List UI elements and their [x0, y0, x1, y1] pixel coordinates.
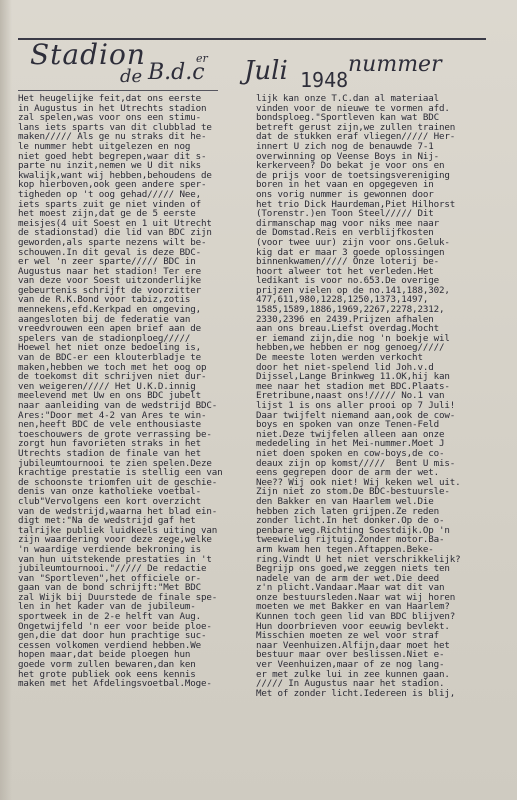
text-line: mee naar het stadion met BDC.Plaats- — [256, 381, 450, 392]
masthead-club: B.d.c — [148, 60, 205, 85]
text-line: Hun doorbrieven voor eeuwig bevlekt. — [256, 621, 450, 632]
text-line: penbare weg.Richting Soestdijk.Op 'n — [256, 525, 450, 536]
text-line: het moest zijn,dat ge de 5 eerste — [18, 209, 196, 219]
text-line: niet doen spoken en cow-boys,de co- — [256, 448, 445, 459]
text-line: nadele van de arm der wet.Die deed — [256, 573, 439, 584]
text-line: vinden voor de nieuwe te vormen afd. — [256, 103, 450, 114]
text-line: naar Veenhuizen.Alfijn,daar moet het — [256, 640, 450, 651]
text-line: arm kwam hen tegen.Aftappen.Beke- — [256, 544, 434, 555]
text-line: Het heugelijke feit,dat ons eerste — [18, 94, 201, 104]
text-line: Ongetwijfeld 'n eer voor beide ploe- — [18, 621, 212, 632]
text-line: dat de stukken eraf vliegen///// Her- — [256, 132, 456, 142]
text-line: De meeste loten werden verkocht — [256, 353, 423, 363]
text-line: van deze voor Soest uitzonderlijke — [18, 276, 201, 286]
text-line: krachtige prestatie is stellig een van — [18, 468, 223, 478]
text-line: van de R.K.Bond voor tabiz,zotis — [18, 295, 191, 306]
text-line: tigheden op 't oog gehad///// Nee, — [18, 189, 201, 200]
text-line: er wel 'n zeer sparte///// BDC in — [18, 257, 196, 267]
text-line: gaan van de bond schrijft:"Met BDC — [18, 583, 201, 593]
text-line: gen,die dat door hun prachtige suc- — [18, 631, 207, 641]
text-line: mennekens,efd.Kerkpad en omgeving, — [18, 305, 201, 315]
text-line: prijzen vielen op de no.141,188,302, — [256, 285, 450, 296]
text-line: 1585,1589,1886,1969,2267,2278,2312, — [256, 305, 445, 315]
text-line: onze bestuursleden.Naar wat wij horen — [256, 592, 456, 603]
text-line: lans iets sparts van dit clubblad te — [18, 122, 212, 133]
text-line: z'n plicht.Vandaar.Maar wat dit van — [256, 583, 445, 593]
text-line: betreft gerust zijn,we zullen trainen — [256, 122, 456, 133]
text-line: cessen volkomen verdiend hebben.We — [18, 640, 201, 651]
text-line: de prijs voor de toetsingsvereniging — [256, 170, 450, 181]
text-line: ven weigeren///// Het U.K.D.innig — [18, 381, 196, 392]
text-line: aan ons breau.Liefst overdag.Mocht — [256, 324, 439, 334]
text-line: het trio Dick Haurdeman,Piet Hilhorst — [256, 199, 456, 210]
masthead-club-suffix: er — [196, 52, 208, 65]
text-line: Zijn niet zo stom.De BDC-bestuursle- — [256, 487, 450, 497]
text-line: Daar twijfelt niemand aan,ook de cow- — [256, 410, 456, 421]
text-line: de toekomst dit schrijven niet dur- — [18, 372, 207, 382]
text-line: toeschouwers de grote verrassing be- — [18, 429, 212, 440]
masthead-month: Juli — [244, 56, 288, 86]
text-line: 477,611,980,1228,1250,1373,1497, — [256, 295, 429, 306]
text-line: Met of zonder licht.Iedereen is blij, — [256, 688, 456, 699]
right-text-column — [256, 94, 504, 698]
text-line: zal spelen,was voor ons een stimu- — [18, 113, 201, 123]
text-line: kig dat er maar 3 goede oplossingen — [256, 247, 445, 258]
text-line: Dijssel,Lange Brinkweg 11.OK,hij kan — [256, 372, 450, 382]
text-line: er iemand zijn,die nog 'n boekje wil — [256, 333, 450, 344]
text-line: zorgt hun favorieten straks in het — [18, 439, 201, 449]
text-line: ledikant is voor no.653.De overige — [256, 276, 439, 286]
masthead-year: 1948 — [300, 68, 349, 92]
text-line: hebben,we hebben er nog genoeg///// — [256, 343, 445, 354]
text-line: niet.Deze twijfelen alleen aan onze — [256, 429, 445, 440]
text-line: mededeling in het Mei-nummer.Moet J — [256, 439, 445, 449]
text-line: de stadionstad) die lid van BDC zijn — [18, 228, 212, 238]
text-line: meelevend met Uw en ons BDC jubelt — [18, 391, 201, 401]
text-line: van de BDC-er een klouterbladje te — [18, 353, 201, 363]
text-line: bestuur maar over beslissen.Niet e- — [256, 650, 445, 661]
text-line: hebben zich laten grijpen.Ze reden — [256, 506, 439, 517]
masthead-title: Stadion — [30, 38, 146, 71]
text-line: het grote publiek ook eens kennis — [18, 669, 196, 680]
text-line: kwalijk,want wij hebben,behoudens de — [18, 170, 212, 181]
text-line: Misschien moeten ze wel voor straf — [256, 631, 439, 641]
text-line: lijst 1 is ons aller prooi op 7 Juli! — [256, 401, 456, 411]
text-line: hoort alweer tot het verleden.Het — [256, 266, 434, 277]
text-line: club"Vervolgens een kort overzicht — [18, 496, 201, 507]
text-line: kop hierboven,ook geen andere sper- — [18, 180, 207, 190]
text-line: iets sparts zuit ge niet vinden of — [18, 199, 201, 210]
text-line: denis van onze katholieke voetbal- — [18, 487, 201, 497]
text-line: eens gegrepen door de arm der wet. — [256, 468, 439, 478]
text-line: maken met het Afdelingsvoetbal.Moge- — [18, 679, 212, 689]
text-line: van hun uitstekende prestaties in 't — [18, 554, 212, 565]
text-line: gebeurtenis schrijft de voorzitter — [18, 285, 201, 296]
text-line: le nummer hebt uitgelezen en nog — [18, 141, 191, 152]
text-line: de Domstad.Reis en verblijfkosten — [256, 228, 434, 238]
text-line: dirmanschap mag voor niks mee naar — [256, 218, 439, 229]
text-line: Eretribune,naast ons!///// No.1 van — [256, 391, 445, 401]
text-line: Augustus naar het stadion! Ter ere — [18, 266, 201, 277]
text-line: goede vorm zullen bewaren,dan ken — [18, 660, 196, 670]
text-line: geworden,als sparte nezens wilt be- — [18, 237, 207, 248]
text-line: tweewielig rijtuig.Zonder motor.Ba- — [256, 535, 445, 545]
text-line: hopen maar,dat beide ploegen hun — [18, 650, 191, 661]
text-line: den Bakker en van Haarlem wel.Die — [256, 496, 434, 507]
text-line: moeten we met Bakker en van Haarlem? — [256, 602, 450, 613]
text-line: aangesloten bij de federatie van — [18, 314, 191, 325]
masthead-nummer: nummer — [348, 52, 442, 77]
text-line: boren in het vaan en opgegeven in — [256, 180, 434, 190]
text-line: lijk kan onze T.C.dan al materiaal — [256, 94, 439, 104]
text-line: niet goed hebt begrepen,waar dit s- — [18, 151, 207, 162]
text-line: Nee?? Wij ook niet! Wij keken wel uit. — [256, 477, 461, 488]
masthead-de: de — [120, 66, 143, 87]
text-line: talrijke publiek luidkeels uiting van — [18, 525, 218, 536]
text-line: binnenkwamen///// Onze loterij be- — [256, 257, 439, 267]
text-line: ons vorig nummer is gewonnen door — [256, 189, 434, 200]
text-line: 'n waardige verdiende bekroning is — [18, 544, 201, 555]
text-line: in Augustus in het Utrechts stadion — [18, 103, 207, 114]
text-line: maken,hebben we toch met het oog op — [18, 362, 207, 373]
text-line: digt met:"Na de wedstrijd gaf het — [18, 516, 196, 526]
text-line: nen,heeft BDC de vele enthousiaste — [18, 420, 201, 430]
text-line: spelers van de stadionploeg///// — [18, 333, 191, 344]
text-line: parte nu inzit,nemen we U dit niks — [18, 161, 201, 171]
text-line: zal Wijk bij Duurstede de finale spe- — [18, 592, 218, 603]
text-line: (Torenstr.)en Toon Steel///// Dit — [256, 209, 434, 219]
text-line: zonder licht.In het donker.Op de o- — [256, 516, 445, 526]
text-line: Hoewel het niet onze bedoeling is, — [18, 343, 201, 354]
text-line: Ares:"Door met 4-2 van Ares te win- — [18, 410, 207, 421]
text-line: er met zulke lui in zee kunnen gaan. — [256, 669, 450, 680]
text-line: schouwen.In dit geval is deze BDC- — [18, 247, 201, 258]
text-line: 2330,2396 en 2439.Prijzen afhalen — [256, 314, 434, 325]
text-line: naar aanleiding van de wedstrijd BDC- — [18, 401, 218, 411]
text-line: meisjes(4 uit Soest en 1 uit Utrecht — [18, 218, 212, 229]
left-text-column — [18, 94, 248, 689]
text-line: deaux zijn op komst///// Bent U mis- — [256, 458, 456, 469]
text-line: ring.Vindt U het niet verschrikkelijk? — [256, 554, 461, 565]
text-line: jubileumtournooi te zien spelen.Deze — [18, 458, 212, 469]
text-line: boys en spoken van onze Tenen-Feld — [256, 420, 439, 430]
text-line: Utrechts stadion de finale van het — [18, 448, 201, 459]
text-line: van "Sportleven",het officiele or- — [18, 573, 201, 584]
text-line: kerkerveen? Do bekat je voor ons en — [256, 161, 445, 171]
text-line: ///// In Augustus naar het stadion. — [256, 679, 445, 689]
text-line: overwinning op Veense Boys in Nij- — [256, 151, 439, 162]
text-line: de schoonste triomfen uit de geschie- — [18, 477, 218, 488]
masthead — [0, 0, 517, 100]
text-line: len in het kader van de jubileum- — [18, 602, 196, 613]
text-line: innert U zich nog de benauwde 7-1 — [256, 141, 434, 152]
text-line: door het niet-spelend lid Joh.v.d — [256, 362, 434, 373]
masthead-underline — [18, 90, 218, 91]
text-line: zijn waardering voor deze zege,welke — [18, 535, 212, 545]
text-line: bondsploeg."Sportleven kan wat BDC — [256, 113, 439, 123]
text-line: ver Veenhuizen,maar of ze nog lang- — [256, 660, 445, 670]
text-line: Begrijp ons goed,we zeggen niets ten — [256, 564, 450, 574]
text-line: (voor twee uur) zijn voor ons.Geluk- — [256, 237, 450, 248]
text-line: Kunnen toch geen lid van BDC blijven? — [256, 612, 456, 622]
text-line: maken///// Als ge nu straks dit he- — [18, 132, 207, 142]
text-line: van de wedstrijd,waarna het blad ein- — [18, 506, 218, 517]
text-line: jubileumtournooi."///// De redactie — [18, 564, 207, 574]
text-line: vreedvrouwen een apen brief aan de — [18, 324, 201, 334]
text-line: sportweek in de 2-e helft van Aug. — [18, 612, 201, 622]
